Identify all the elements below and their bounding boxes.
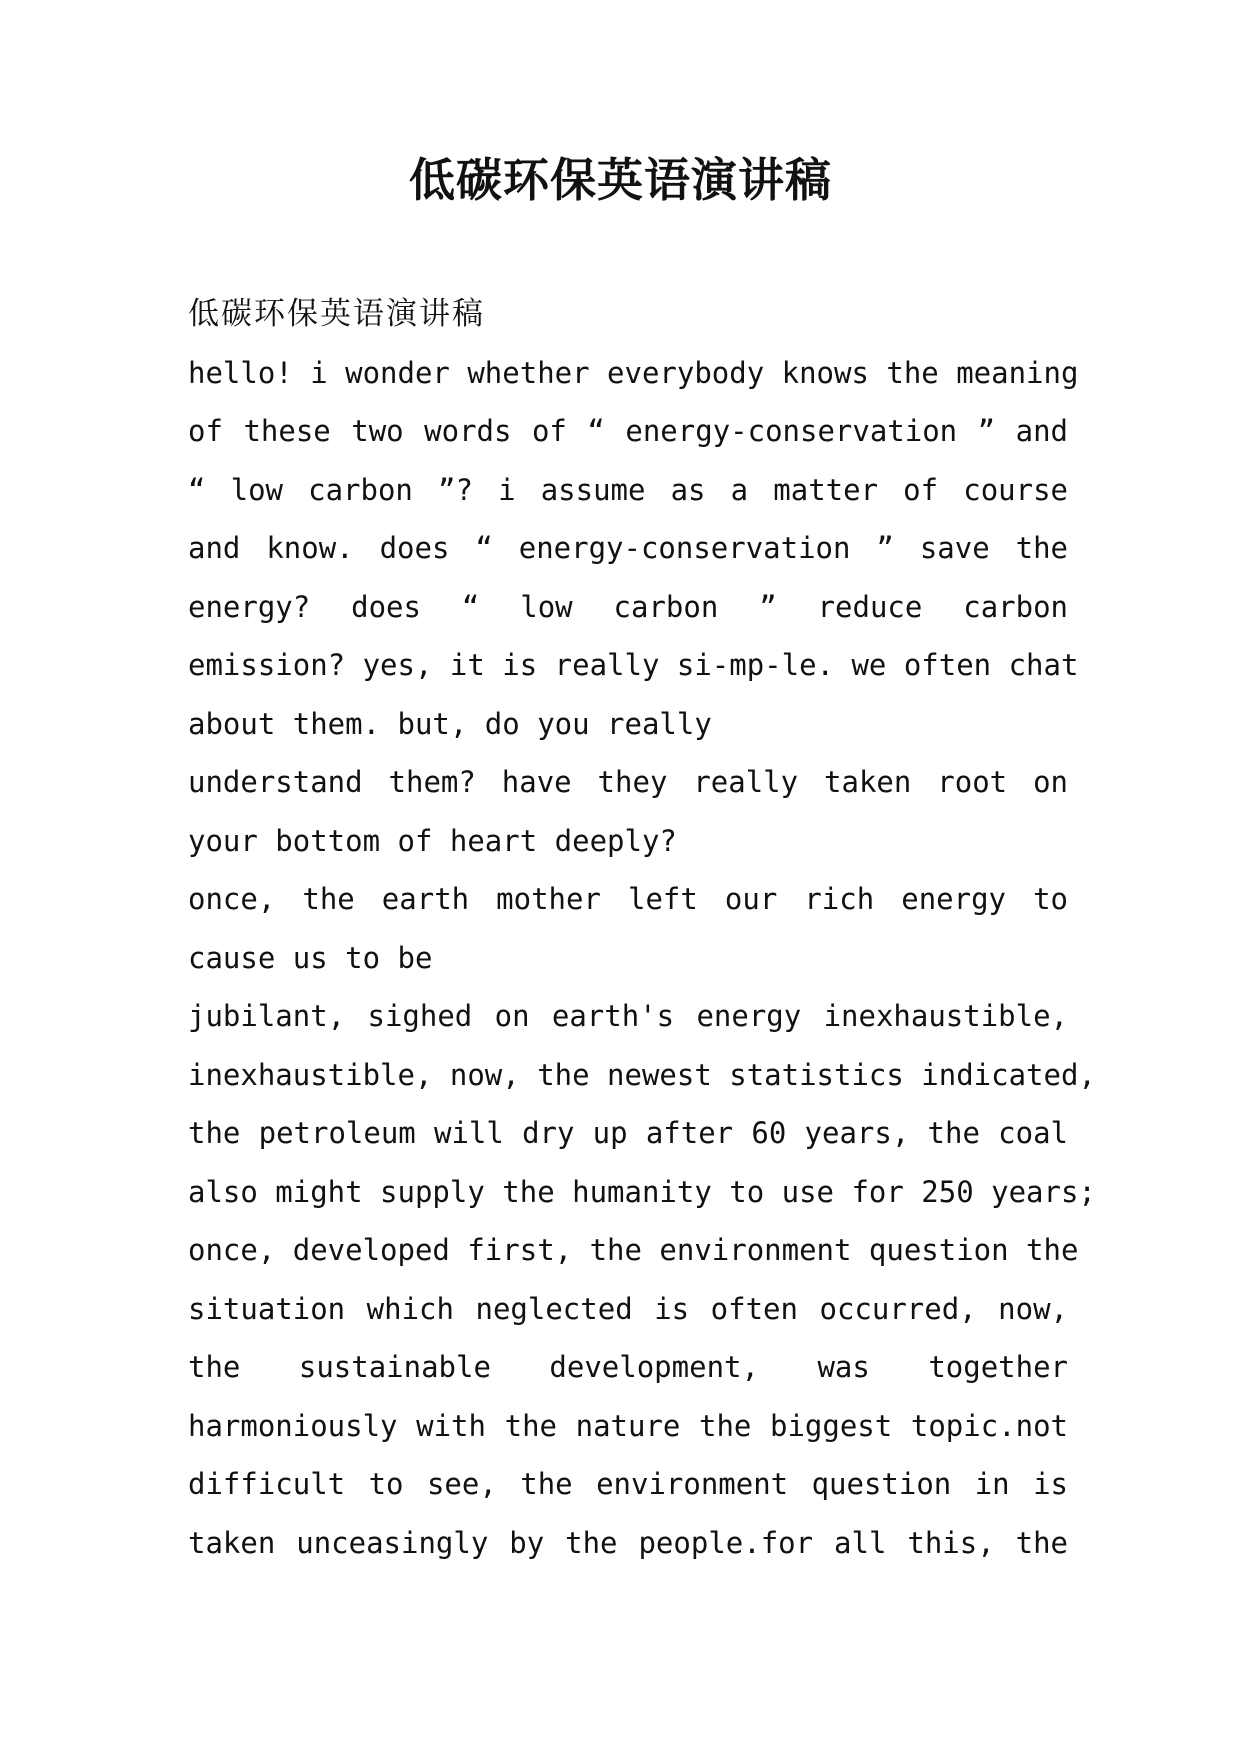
- body-text-line: harmoniously with the nature the biggest topic.not: [188, 1408, 1068, 1443]
- body-text-line: your bottom of heart deeply?: [188, 823, 677, 858]
- body-text-line: situation which neglected is often occurred, now,: [188, 1291, 1068, 1326]
- body-text-line: energy? does “ low carbon ” reduce carbon: [188, 589, 1068, 624]
- body-text-line: about them. but, do you really: [188, 706, 712, 741]
- body-text-line: cause us to be: [188, 940, 433, 975]
- body-text-line: also might supply the humanity to use for 250 years;: [188, 1174, 1096, 1209]
- document-title: 低碳环保英语演讲稿: [409, 153, 832, 207]
- body-text-line: once, developed first, the environment question the: [188, 1233, 1079, 1267]
- document-subtitle: 低碳环保英语演讲稿: [188, 296, 485, 332]
- body-text-line: the petroleum will dry up after 60 years, the coal: [188, 1116, 1068, 1150]
- body-text-line: and know. does “ energy-conservation ” save the: [188, 531, 1068, 565]
- body-text-line: hello! i wonder whether everybody knows the meaning: [188, 355, 1079, 390]
- body-text-line: “ low carbon ”? i assume as a matter of course: [188, 472, 1068, 507]
- body-text-line: taken unceasingly by the people.for all this, the: [188, 1525, 1068, 1560]
- body-text-line: inexhaustible, now, the newest statistics indicated,: [188, 1057, 1096, 1092]
- body-text-line: understand them? have they really taken root on: [188, 765, 1068, 799]
- body-text-line: the sustainable development, was together: [188, 1350, 1068, 1384]
- body-text-line: jubilant, sighed on earth's energy inexhaustible,: [188, 999, 1068, 1033]
- body-text-line: of these two words of “ energy-conservation ” and: [188, 414, 1068, 448]
- document-body: [188, 285, 1096, 1572]
- body-text-line: once, the earth mother left our rich energy to: [188, 882, 1068, 916]
- body-text-line: difficult to see, the environment question in is: [188, 1467, 1068, 1501]
- body-text-line: emission? yes, it is really si-mp-le. we often chat: [188, 648, 1079, 682]
